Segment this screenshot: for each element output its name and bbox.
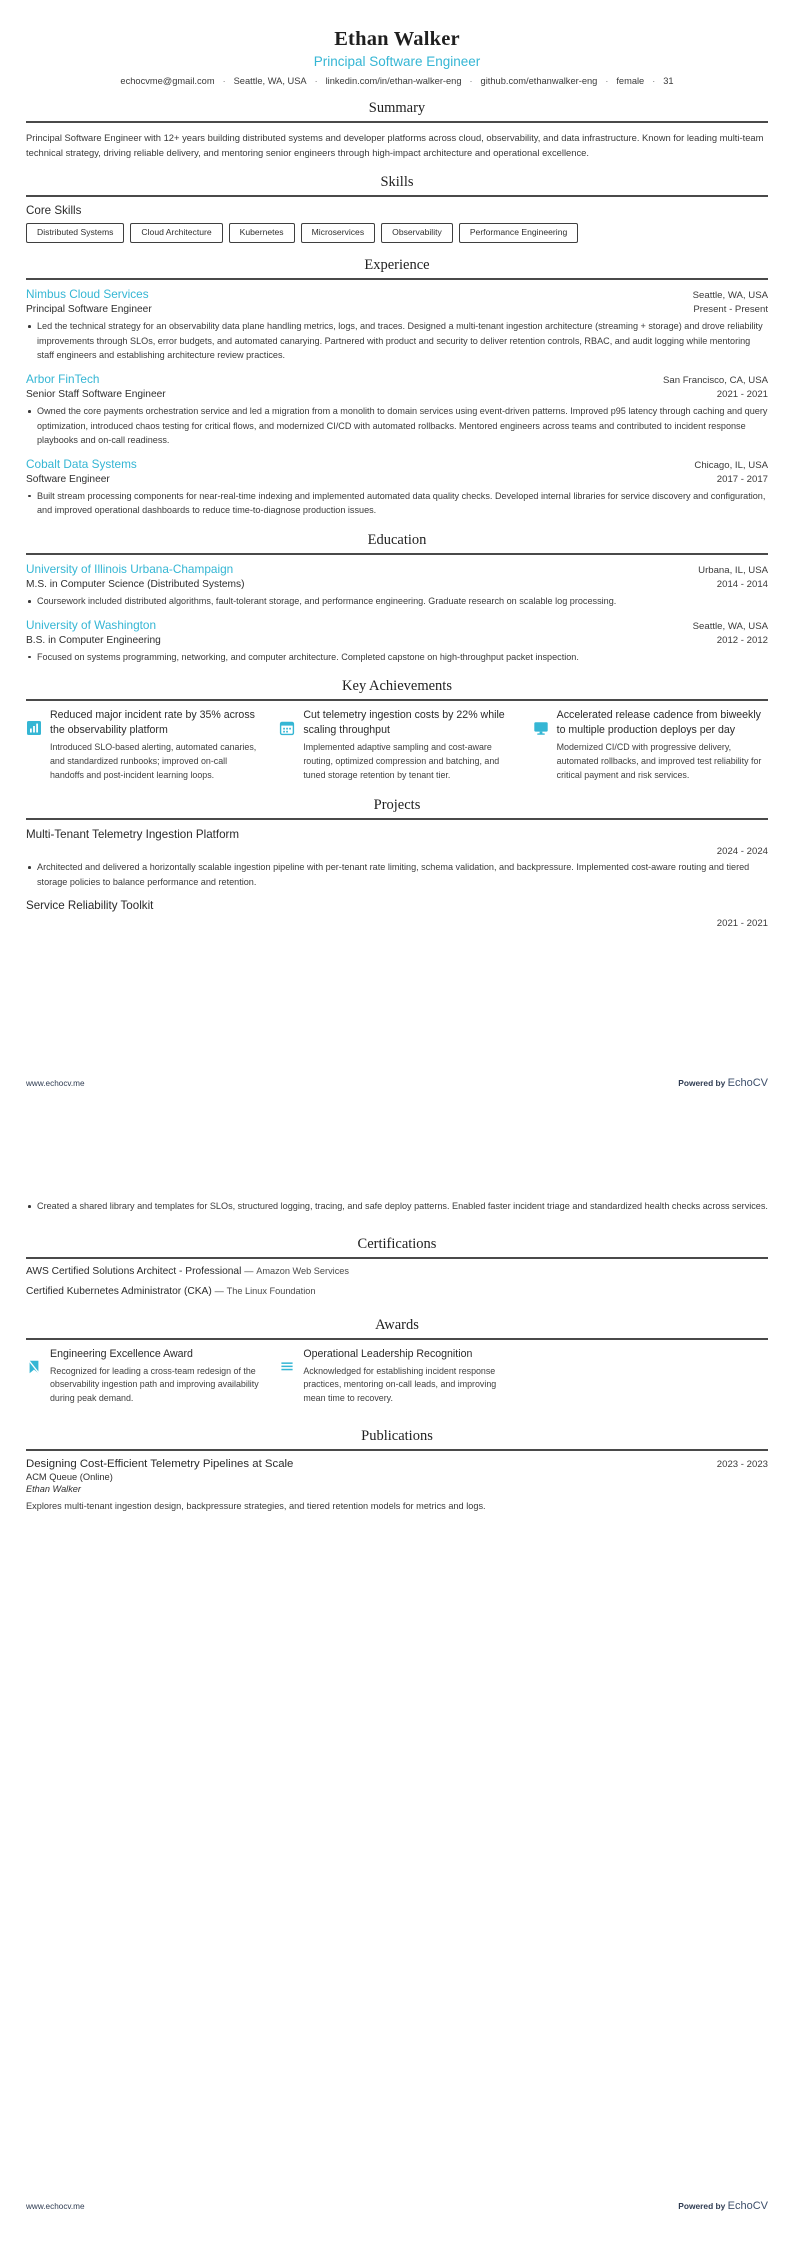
section-divider (26, 818, 768, 820)
education-degree: M.S. in Computer Science (Distributed Systems) (26, 578, 245, 590)
list-lines-icon (279, 1359, 295, 1375)
footer-brand (678, 1077, 768, 1089)
project-title: Multi-Tenant Telemetry Ingestion Platform (26, 828, 240, 842)
footer-brand-name: EchoCV (727, 1077, 768, 1089)
contact-age: 31 (663, 76, 674, 86)
publication-dates: 2023 - 2023 (716, 1459, 768, 1471)
section-publications (26, 1428, 768, 1513)
award-title: Operational Leadership Recognition (303, 1347, 473, 1360)
project-dates: 2024 - 2024 (716, 846, 768, 858)
skill-chip: Observability (381, 223, 453, 242)
section-divider (26, 699, 768, 701)
certification-name: Certified Kubernetes Administrator (CKA) (26, 1285, 212, 1297)
project-bullets (26, 860, 768, 889)
contact-separator: · (652, 76, 656, 86)
certification-issuer: Amazon Web Services (256, 1265, 349, 1276)
section-divider (26, 1338, 768, 1340)
experience-bullets (26, 404, 768, 448)
publication-entry (26, 1458, 768, 1513)
contact-gender: female (616, 76, 645, 86)
project-continuation (26, 1199, 768, 1214)
section-title-certifications: Certifications (357, 1235, 437, 1252)
education-entry (26, 562, 768, 609)
section-divider (26, 1257, 768, 1259)
achievement-description: Introduced SLO-based alerting, automated canaries, and standardized runbooks; improved on-call handoffs and post-incident learning loops. (50, 742, 257, 781)
achievement-title: Accelerated release cadence from biweekly to multiple production deploys per day (556, 709, 761, 737)
project-dates: 2021 - 2021 (716, 917, 768, 929)
experience-role: Senior Staff Software Engineer (26, 388, 166, 400)
education-dates: 2014 - 2014 (716, 578, 768, 590)
experience-location: Seattle, WA, USA (692, 289, 768, 301)
experience-bullets (26, 319, 768, 363)
page-footer (26, 2200, 768, 2212)
page-title: Ethan Walker (334, 28, 460, 50)
project-entry (26, 827, 768, 889)
section-certifications (26, 1236, 768, 1297)
experience-role: Principal Software Engineer (26, 303, 152, 315)
project-entry (26, 898, 768, 928)
headline: Principal Software Engineer (313, 54, 481, 69)
project-title: Service Reliability Toolkit (26, 899, 154, 913)
bar-chart-icon (26, 720, 42, 736)
contact-linkedin[interactable]: linkedin.com/in/ethan-walker-eng (325, 76, 462, 86)
certification-item (26, 1286, 768, 1297)
experience-dates: 2017 - 2017 (716, 473, 768, 485)
education-location: Seattle, WA, USA (692, 620, 768, 632)
experience-org[interactable]: Cobalt Data Systems (26, 456, 137, 471)
bullet-item: Coursework included distributed algorithms, fault-tolerant storage, and performance engineering. Graduate research on scalable log processing. (26, 594, 768, 609)
contact-separator: · (605, 76, 609, 86)
achievement-description: Modernized CI/CD with progressive delivery, automated rollbacks, and improved test reliability for critical payment and risk services. (556, 742, 762, 781)
experience-dates: 2021 - 2021 (716, 388, 768, 400)
bullet-item: Created a shared library and templates for SLOs, structured logging, tracing, and safe deploy patterns. Enabled faster incident triage and standardized health checks across services. (26, 1199, 768, 1214)
contact-email[interactable]: echocvme@gmail.com (120, 76, 215, 86)
experience-location: San Francisco, CA, USA (662, 374, 768, 386)
section-divider (26, 1449, 768, 1451)
certification-name: AWS Certified Solutions Architect - Professional (26, 1265, 242, 1277)
contact-location: Seattle, WA, USA (233, 76, 307, 86)
award-title: Engineering Excellence Award (50, 1347, 193, 1360)
section-divider (26, 278, 768, 280)
award-card-list (26, 1347, 768, 1407)
education-school[interactable]: University of Washington (26, 617, 157, 632)
achievement-description: Implemented adaptive sampling and cost-aware routing, optimized compression and batching, and tuned storage retention by tenant tier. (303, 742, 500, 781)
award-card (26, 1347, 261, 1407)
section-title-summary: Summary (368, 100, 426, 116)
experience-org[interactable]: Nimbus Cloud Services (26, 286, 149, 301)
certification-issuer: The Linux Foundation (226, 1285, 316, 1296)
section-skills (26, 174, 768, 242)
achievement-title: Reduced major incident rate by 35% across the observability platform (50, 709, 255, 737)
publication-authors: Ethan Walker (26, 1484, 81, 1495)
section-title-education: Education (367, 531, 427, 548)
skill-chip: Cloud Architecture (130, 223, 222, 242)
achievement-card-list (26, 708, 768, 783)
bullet-item: Led the technical strategy for an observability data plane handling metrics, logs, and traces. Designed a multi-tenant ingestion architecture (streaming + storage) and drove reliability improvements through SLOs, error budgets, and automated canarying. Partnered with product and security to deliver retention controls, RBAC, and audit logging while mentoring staff engineers and establishing architecture review practices. (26, 319, 768, 363)
experience-entry (26, 457, 768, 518)
skill-chip-list (26, 223, 768, 242)
footer-powered-by-label: Powered by (678, 1078, 728, 1088)
section-summary (26, 100, 768, 160)
publication-description: Explores multi-tenant ingestion design, backpressure strategies, and tiered retention models for metrics and logs. (26, 1501, 486, 1512)
footer-url[interactable]: www.echocv.me (26, 2202, 85, 2211)
skill-chip: Microservices (301, 223, 376, 242)
section-title-publications: Publications (361, 1428, 433, 1445)
certification-dash: — (214, 1285, 224, 1296)
section-title-projects: Projects (373, 797, 421, 814)
education-dates: 2012 - 2012 (716, 634, 768, 646)
footer-brand-name: EchoCV (727, 2200, 768, 2212)
certification-item (26, 1266, 768, 1277)
publication-venue: ACM Queue (Online) (26, 1472, 113, 1483)
education-bullets (26, 594, 768, 609)
skill-chip: Distributed Systems (26, 223, 124, 242)
publication-title: Designing Cost-Efficient Telemetry Pipelines at Scale (26, 1458, 294, 1471)
bullet-item: Owned the core payments orchestration service and led a migration from a monolith to domain services using event-driven patterns. Improved p95 latency through caching and query optimization, introduced chaos testing for critical flows, and modernized CI/CD with automated rollbacks. Mentored engineers across teams and contributed to incident response playbooks and on-call readiness. (26, 404, 768, 448)
page-footer (26, 1077, 768, 1089)
section-title-experience: Experience (364, 256, 430, 273)
footer-powered-by-label: Powered by (678, 2201, 728, 2211)
section-divider (26, 195, 768, 197)
award-card (279, 1347, 514, 1407)
experience-entry (26, 287, 768, 363)
section-divider (26, 553, 768, 555)
certification-dash: — (244, 1265, 254, 1276)
calendar-icon (279, 720, 295, 736)
experience-role: Software Engineer (26, 473, 110, 485)
footer-brand (678, 2200, 768, 2212)
contact-separator: · (469, 76, 473, 86)
education-degree: B.S. in Computer Engineering (26, 634, 161, 646)
experience-dates: Present - Present (693, 303, 768, 315)
section-projects (26, 797, 768, 929)
section-key-achievements (26, 678, 768, 783)
resume-header (26, 28, 768, 86)
achievement-card (279, 708, 514, 783)
education-location: Urbana, IL, USA (698, 564, 768, 576)
bullet-item: Architected and delivered a horizontally scalable ingestion pipeline with per-tenant rate limiting, schema validation, and backpressure. Implemented cost-aware routing and tiered storage policies to balance performance and retention. (26, 860, 768, 889)
award-description: Recognized for leading a cross-team redesign of the observability ingestion path and improving availability during peak demand. (50, 1365, 259, 1404)
resume-page-2 (0, 1123, 794, 2246)
education-entry (26, 618, 768, 665)
section-experience (26, 257, 768, 518)
bullet-item: Focused on systems programming, networking, and computer architecture. Completed capstone on high-throughput packet inspection. (26, 650, 768, 665)
section-title-skills: Skills (380, 174, 414, 191)
section-title-key-achievements: Key Achievements (342, 678, 452, 695)
section-divider (26, 121, 768, 123)
achievement-title: Cut telemetry ingestion costs by 22% while scaling throughput (303, 709, 505, 737)
section-title-awards: Awards (375, 1316, 419, 1333)
achievement-card (533, 708, 768, 783)
education-school[interactable]: University of Illinois Urbana-Champaign (26, 561, 234, 576)
skill-chip: Kubernetes (229, 223, 295, 242)
contact-separator: · (314, 76, 318, 86)
footer-url[interactable]: www.echocv.me (26, 1079, 85, 1088)
contact-line (26, 76, 768, 86)
experience-entry (26, 372, 768, 448)
experience-bullets (26, 489, 768, 518)
bullet-item: Built stream processing components for near-real-time indexing and implemented automated data quality checks. Developed internal libraries for service discovery and configuration, and improved operational dashboards to reduce time-to-diagnose production issues. (26, 489, 768, 518)
education-bullets (26, 650, 768, 665)
monitor-icon (533, 720, 549, 736)
achievement-card (26, 708, 261, 783)
bookmark-icon (26, 1359, 42, 1375)
experience-org[interactable]: Arbor FinTech (26, 371, 100, 386)
section-awards (26, 1317, 768, 1407)
skill-chip: Performance Engineering (459, 223, 578, 242)
project-bullets (26, 1199, 768, 1214)
award-description: Acknowledged for establishing incident response practices, mentoring on-call leads, and improving mean time to recovery. (303, 1365, 497, 1404)
contact-github[interactable]: github.com/ethanwalker-eng (480, 76, 598, 86)
section-education (26, 532, 768, 665)
contact-separator: · (222, 76, 226, 86)
summary-text: Principal Software Engineer with 12+ years building distributed systems and developer platforms across cloud, observability, and data infrastructure. Known for leading multi-team technical strategy, driving reliable delivery, and mentoring senior engineers through high-impact architecture and operational excellence. (26, 132, 764, 159)
skills-group-title: Core Skills (26, 204, 82, 218)
experience-location: Chicago, IL, USA (694, 459, 768, 471)
